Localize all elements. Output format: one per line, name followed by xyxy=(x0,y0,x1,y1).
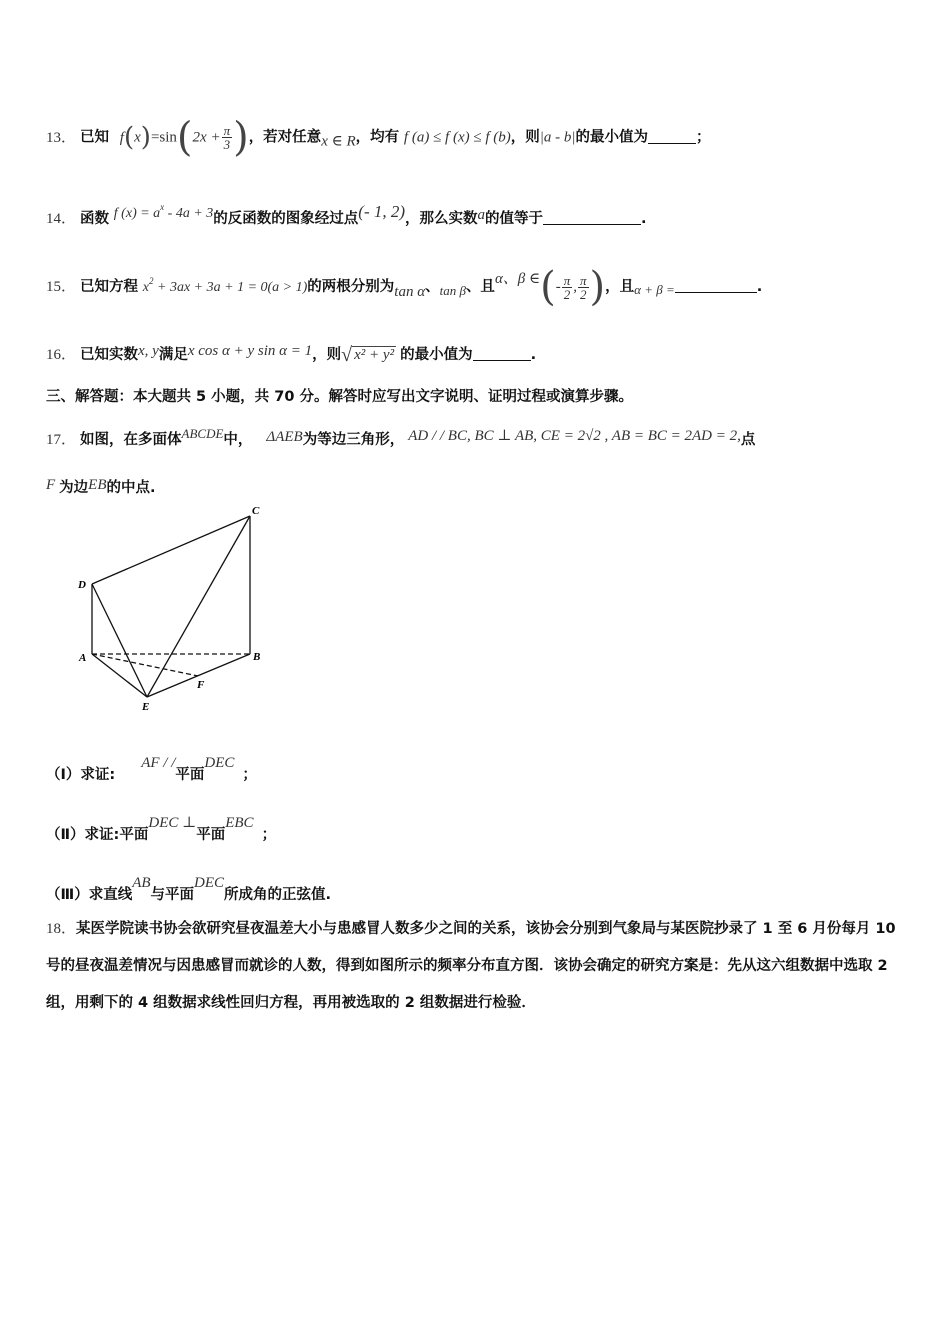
label-B: B xyxy=(253,651,261,663)
q17-part-3: （Ⅲ）求直线AB与平面DEC所成角的正弦值. xyxy=(46,875,332,903)
question-14: 14． 函数 f $(x) = a^x - 4a + 3$的反函数的图象经过点(- 1, 2)，那么实数a的值等于 . xyxy=(46,202,647,227)
answer-blank[interactable] xyxy=(473,346,531,361)
q17-part-2: （Ⅱ）求证:平面DEC ⊥平面EBC； xyxy=(46,815,277,843)
q17-part-1: （Ⅰ）求证:AF / /平面DEC； xyxy=(46,755,257,783)
edge-DE xyxy=(92,584,147,697)
question-number: 16． xyxy=(46,347,77,363)
question-number: 13． xyxy=(46,129,77,146)
question-18-text: 某医学院读书协会欲研究昼夜温差大小与患感冒人数多少之间的关系，该协会分别到气象局与某医院抄录了 1 至 6 月份每月 10 号的昼夜温差情况与因患感冒而就诊的人数，得到如图所示的频率分布直方图．该协会确定的研究方案是：先从这六组数据中选取 2 组，用剩下的 4 组数据求线性回归方程，再用被选取的 2 组数据进行检验． xyxy=(46,921,896,1011)
question-number: 15． xyxy=(46,279,77,295)
question-17-cont: F 为边EB的中点. xyxy=(46,477,156,496)
edge-AE xyxy=(92,654,147,697)
fraction: $\frac{\pi}{3}$ xyxy=(223,123,231,152)
question-13: 13． 已知 f(x)=sin(2x + $\frac{\pi}{3}$ )，若对任意x ∈ R，均有 f (a) ≤ f (x) ≤ f (b)，则|a - b|的最小值为 ； xyxy=(46,114,711,161)
question-17: 17． 如图，在多面体ABCDE中， ΔAEB为等边三角形， AD / / BC, BC ⊥ AB, CE = 2√2 , AB = BC = 2AD = 2,点 xyxy=(46,426,756,448)
label-D: D xyxy=(78,579,86,591)
label-A: A xyxy=(79,652,87,664)
question-number: 14． xyxy=(46,211,77,227)
question-15: 15． 已知方程 $x^2 + 3ax + 3a + 1 = 0(a > 1)$的两根分别为tan α、tan β、且α、β ∈(- $\frac{\pi}{2}$ , $\frac{\pi}{2}$ )，且α + β = . xyxy=(46,264,763,310)
label-C: C xyxy=(252,505,260,517)
question-number: 18． xyxy=(46,921,77,937)
answer-blank[interactable] xyxy=(648,129,696,144)
segment-AF-hidden xyxy=(92,654,198,676)
label-E: E xyxy=(142,701,150,713)
question-number: 17． xyxy=(46,432,77,448)
section-heading: 三、解答题：本大题共 5 小题，共 70 分。解答时应写出文字说明、证明过程或演算步骤。 xyxy=(46,389,633,405)
question-18 xyxy=(46,911,908,1022)
answer-blank[interactable] xyxy=(675,278,757,293)
polyhedron-figure xyxy=(70,500,280,720)
edge-DC xyxy=(92,516,250,584)
answer-blank[interactable] xyxy=(543,210,641,225)
question-16: 16． 已知实数x, y满足x cos α + y sin α = 1，则√ x² + y² 的最小值为 . xyxy=(46,343,537,366)
label-F: F xyxy=(197,679,205,691)
edge-CE xyxy=(147,516,250,697)
